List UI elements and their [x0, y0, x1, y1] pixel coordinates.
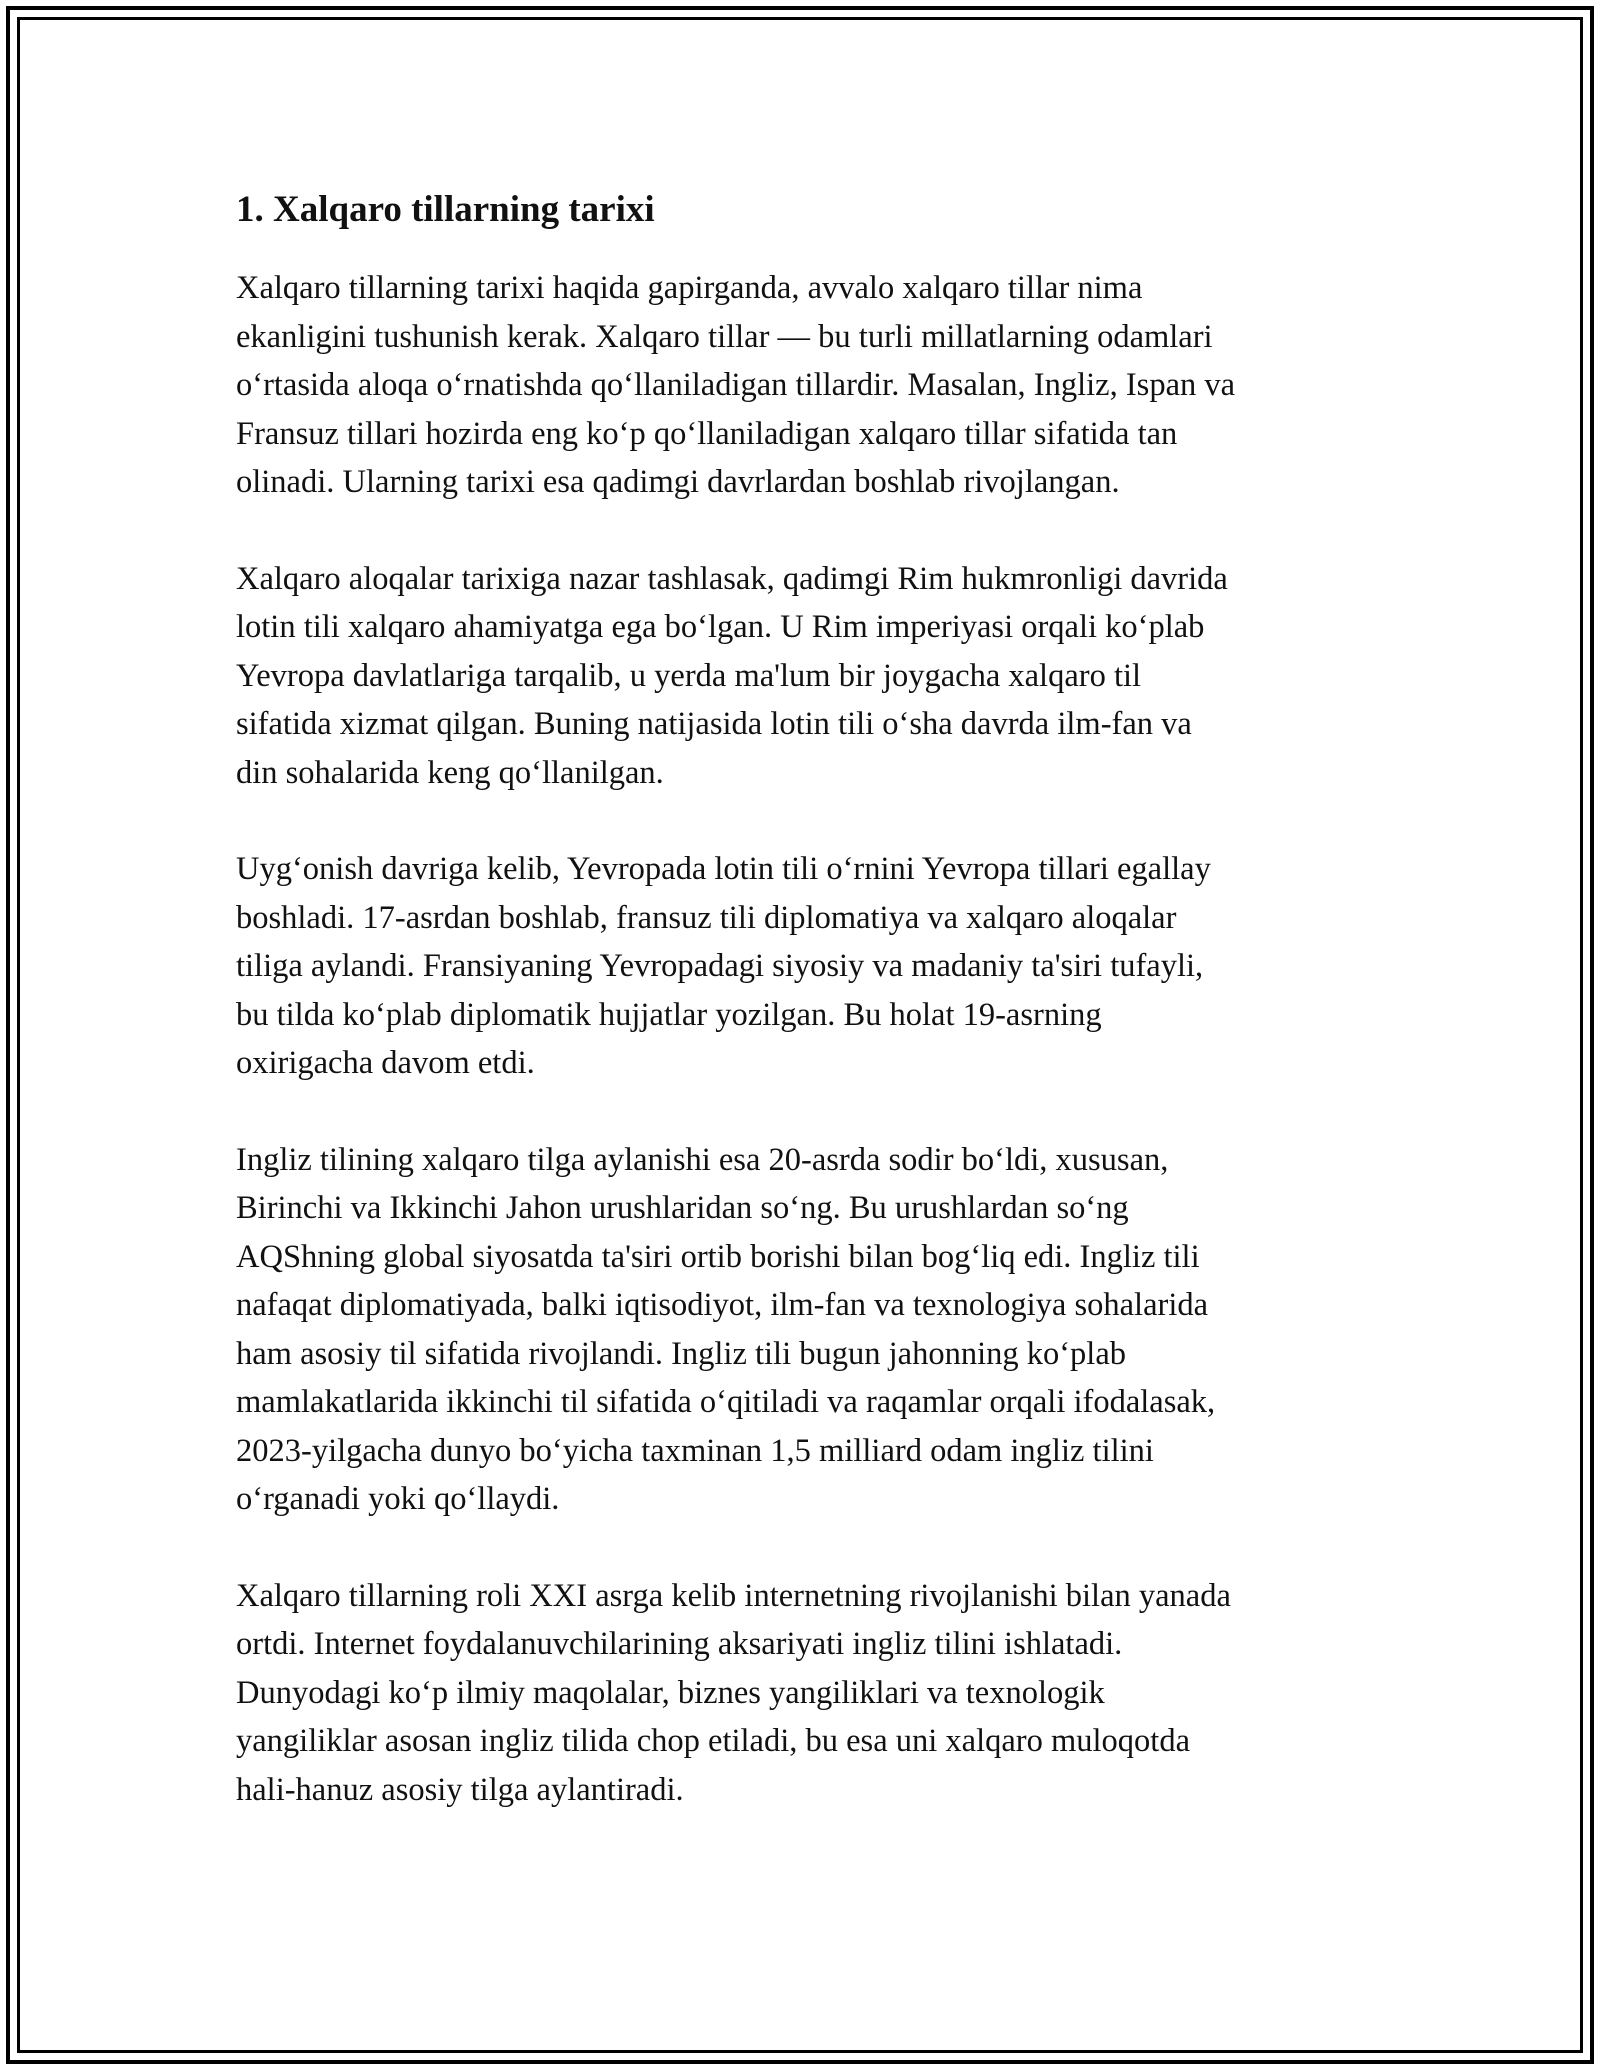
paragraph [236, 555, 1386, 798]
paragraph-line: hali-hanuz asosiy tilga aylantiradi. [236, 1771, 684, 1808]
paragraph-line: boshladi. 17-asrdan boshlab, fransuz tili diplomatiya va xalqaro aloqalar [236, 899, 1177, 936]
paragraph-line: AQShning global siyosatda ta'siri ortib borishi bilan bogʻliq edi. Ingliz tili [236, 1238, 1200, 1275]
paragraph-line: ortdi. Internet foydalanuvchilarining aksariyati ingliz tilini ishlatadi. [236, 1626, 1123, 1662]
paragraph-line: Ingliz tilining xalqaro tilga aylanishi esa 20-asrda sodir boʻldi, xususan, [236, 1141, 1169, 1178]
paragraphs-container [236, 264, 1386, 1814]
paragraph-line: oʻrganadi yoki qoʻllaydi. [236, 1481, 560, 1517]
document-body [236, 186, 1386, 1862]
paragraph [236, 1136, 1386, 1524]
paragraph-line: bu tilda koʻplab diplomatik hujjatlar yozilgan. Bu holat 19-asrning [236, 996, 1102, 1033]
paragraph-line: lotin tili xalqaro ahamiyatga ega boʻlgan. U Rim imperiyasi orqali koʻplab [236, 609, 1205, 645]
paragraph-line: yangiliklar asosan ingliz tilida chop etiladi, bu esa uni xalqaro muloqotda [236, 1723, 1191, 1759]
paragraph-line: mamlakatlarida ikkinchi til sifatida oʻqitiladi va raqamlar orqali ifodalasak, [236, 1384, 1216, 1420]
paragraph-line: oxirigacha davom etdi. [236, 1045, 535, 1081]
paragraph [236, 1572, 1386, 1815]
paragraph-line: oʻrtasida aloqa oʻrnatishda qoʻllaniladigan tillardir. Masalan, Ingliz, Ispan va [236, 367, 1236, 403]
paragraph-line: ham asosiy til sifatida rivojlandi. Ingliz tili bugun jahonning koʻplab [236, 1335, 1127, 1372]
paragraph-line: olinadi. Ularning tarixi esa qadimgi davrlardan boshlab rivojlangan. [236, 464, 1120, 500]
paragraph-line: Dunyodagi koʻp ilmiy maqolalar, biznes yangiliklari va texnologik [236, 1674, 1105, 1711]
paragraph-line: din sohalarida keng qoʻllanilgan. [236, 754, 664, 791]
paragraph-line: Birinchi va Ikkinchi Jahon urushlaridan soʻng. Bu urushlardan soʻng [236, 1190, 1129, 1226]
paragraph-line: ekanligini tushunish kerak. Xalqaro tillar — bu turli millatlarning odamlari [236, 318, 1213, 355]
section-heading: 1. Xalqaro tillarning tarixi [236, 189, 655, 230]
paragraph-line: Uygʻonish davriga kelib, Yevropada lotin tili oʻrnini Yevropa tillari egallay [236, 851, 1211, 887]
paragraph-line: Fransuz tillari hozirda eng koʻp qoʻllaniladigan xalqaro tillar sifatida tan [236, 415, 1178, 452]
paragraph-line: tiliga aylandi. Fransiyaning Yevropadagi siyosiy va madaniy ta'siri tufayli, [236, 948, 1204, 984]
paragraph-line: sifatida xizmat qilgan. Buning natijasida lotin tili oʻsha davrda ilm-fan va [236, 706, 1192, 742]
paragraph-line: Xalqaro tillarning tarixi haqida gapirganda, avvalo xalqaro tillar nima [236, 270, 1143, 306]
paragraph-line: Yevropa davlatlariga tarqalib, u yerda ma'lum bir joygacha xalqaro til [236, 657, 1142, 694]
paragraph [236, 845, 1386, 1088]
paragraph-line: Xalqaro aloqalar tarixiga nazar tashlasak, qadimgi Rim hukmronligi davrida [236, 560, 1228, 597]
paragraph-line: nafaqat diplomatiyada, balki iqtisodiyot, ilm-fan va texnologiya sohalarida [236, 1287, 1209, 1323]
paragraph-line: 2023-yilgacha dunyo boʻyicha taxminan 1,5 milliard odam ingliz tilini [236, 1432, 1154, 1469]
paragraph-line: Xalqaro tillarning roli XXI asrga kelib internetning rivojlanishi bilan yanada [236, 1577, 1231, 1614]
paragraph [236, 264, 1386, 507]
